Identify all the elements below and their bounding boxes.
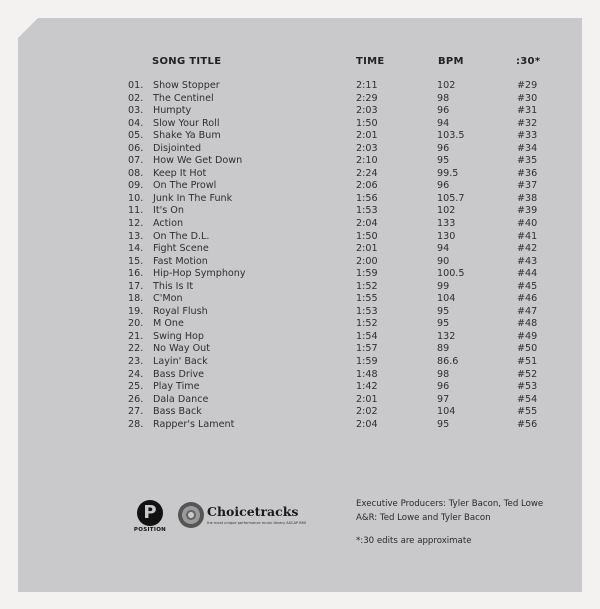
track-bpm: 94	[437, 243, 450, 255]
track-time: 1:50	[356, 117, 378, 129]
track-bpm: 95	[437, 318, 450, 330]
track-edit: #44	[517, 268, 538, 280]
track-number: 27.	[128, 406, 144, 418]
track-edit: #53	[517, 381, 538, 393]
track-title: How We Get Down	[153, 155, 243, 167]
track-edit: #39	[517, 205, 538, 217]
track-edit: #46	[517, 293, 538, 305]
choicetracks-name: Choicetracks	[207, 504, 299, 519]
track-bpm: 86.6	[437, 356, 459, 368]
track-time: 1:59	[356, 268, 378, 280]
track-number: 05.	[128, 130, 144, 142]
track-time: 1:50	[356, 230, 378, 242]
track-bpm: 105.7	[437, 192, 465, 204]
header-song-title: SONG TITLE	[152, 56, 222, 67]
track-time: 1:53	[356, 205, 378, 217]
track-number: 02.	[128, 92, 144, 104]
track-title: On The D.L.	[153, 230, 210, 242]
track-row	[0, 118, 600, 131]
track-title: Play Time	[153, 381, 200, 393]
track-number: 22.	[128, 343, 144, 355]
track-title: Dala Dance	[153, 393, 209, 405]
track-edit: #45	[517, 280, 538, 292]
track-row	[0, 130, 600, 143]
track-row	[0, 205, 600, 218]
credits	[356, 498, 543, 525]
track-bpm: 100.5	[437, 268, 465, 280]
track-row	[0, 381, 600, 394]
track-number: 24.	[128, 368, 144, 380]
track-time: 2:03	[356, 105, 378, 117]
track-number: 11.	[128, 205, 144, 217]
track-bpm: 94	[437, 117, 450, 129]
track-number: 13.	[128, 230, 144, 242]
track-title: Action	[153, 218, 184, 230]
track-number: 03.	[128, 105, 144, 117]
track-row	[0, 143, 600, 156]
choicetracks-tagline: the most unique performance music library ASCAP BMI	[207, 521, 306, 525]
track-edit: #37	[517, 180, 538, 192]
track-time: 1:55	[356, 293, 378, 305]
track-bpm: 99.5	[437, 167, 459, 179]
track-bpm: 95	[437, 155, 450, 167]
position-label: POSITION	[133, 527, 167, 533]
track-edit: #35	[517, 155, 538, 167]
track-title: Layin' Back	[153, 356, 208, 368]
track-time: 1:53	[356, 305, 378, 317]
track-edit: #56	[517, 418, 538, 430]
track-title: Fast Motion	[153, 255, 208, 267]
track-title: C'Mon	[153, 293, 183, 305]
track-title: Bass Drive	[153, 368, 205, 380]
track-number: 09.	[128, 180, 144, 192]
track-edit: #48	[517, 318, 538, 330]
track-row	[0, 419, 600, 432]
track-number: 19.	[128, 305, 144, 317]
track-row	[0, 80, 600, 93]
track-row	[0, 293, 600, 306]
track-row	[0, 394, 600, 407]
track-time: 2:02	[356, 406, 378, 418]
track-row	[0, 231, 600, 244]
track-row	[0, 369, 600, 382]
track-row	[0, 331, 600, 344]
track-edit: #43	[517, 255, 538, 267]
track-title: Slow Your Roll	[153, 117, 220, 129]
track-bpm: 102	[437, 80, 456, 91]
track-edit: #32	[517, 117, 538, 129]
track-bpm: 95	[437, 418, 450, 430]
track-bpm: 130	[437, 230, 456, 242]
track-title: Junk In The Funk	[153, 192, 233, 204]
track-bpm: 102	[437, 205, 456, 217]
track-bpm: 96	[437, 381, 450, 393]
track-number: 07.	[128, 155, 144, 167]
position-logo	[128, 500, 172, 533]
track-number: 23.	[128, 356, 144, 368]
track-number: 06.	[128, 142, 144, 154]
track-edit: #33	[517, 130, 538, 142]
ar-credit: A&R: Ted Lowe and Tyler Bacon	[356, 512, 491, 523]
track-row	[0, 318, 600, 331]
track-edit: #54	[517, 393, 538, 405]
track-time: 1:54	[356, 330, 378, 342]
track-row	[0, 218, 600, 231]
track-title: Show Stopper	[153, 80, 220, 91]
header-bpm: BPM	[438, 56, 464, 67]
track-edit: #49	[517, 330, 538, 342]
track-time: 2:04	[356, 218, 378, 230]
track-edit: #42	[517, 243, 538, 255]
track-bpm: 104	[437, 293, 456, 305]
choicetracks-logo	[178, 501, 306, 531]
track-title: Fight Scene	[153, 243, 209, 255]
track-title: Royal Flush	[153, 305, 208, 317]
disc-icon	[178, 502, 204, 528]
track-title: M One	[153, 318, 184, 330]
edits-note: *:30 edits are approximate	[356, 536, 472, 546]
track-row	[0, 268, 600, 281]
track-row	[0, 193, 600, 206]
track-title: Rapper's Lament	[153, 418, 235, 430]
track-title: No Way Out	[153, 343, 210, 355]
track-title: It's On	[153, 205, 184, 217]
track-bpm: 90	[437, 255, 450, 267]
track-title: Keep It Hot	[153, 167, 207, 179]
track-bpm: 104	[437, 406, 456, 418]
track-bpm: 95	[437, 305, 450, 317]
track-time: 1:42	[356, 381, 378, 393]
track-number: 25.	[128, 381, 144, 393]
header-30-edit: :30*	[516, 56, 541, 67]
track-bpm: 132	[437, 330, 456, 342]
track-list	[0, 80, 600, 431]
track-title: This Is It	[153, 280, 194, 292]
track-number: 18.	[128, 293, 144, 305]
executive-producers: Executive Producers: Tyler Bacon, Ted Lowe	[356, 499, 544, 509]
track-bpm: 98	[437, 92, 450, 104]
track-number: 15.	[128, 255, 144, 267]
track-number: 17.	[128, 280, 144, 292]
track-title: Bass Back	[153, 406, 202, 418]
track-number: 16.	[128, 268, 144, 280]
track-bpm: 98	[437, 368, 450, 380]
track-title: The Centinel	[153, 92, 214, 104]
track-time: 2:00	[356, 255, 378, 267]
track-time: 1:52	[356, 318, 378, 330]
track-edit: #29	[517, 80, 538, 91]
track-time: 2:24	[356, 167, 378, 179]
track-number: 10.	[128, 192, 144, 204]
track-time: 2:06	[356, 180, 378, 192]
track-bpm: 96	[437, 180, 450, 192]
track-edit: #34	[517, 142, 538, 154]
track-number: 12.	[128, 218, 144, 230]
track-time: 2:10	[356, 155, 378, 167]
track-row	[0, 281, 600, 294]
track-row	[0, 105, 600, 118]
track-row	[0, 180, 600, 193]
track-edit: #52	[517, 368, 538, 380]
track-title: Shake Ya Bum	[153, 130, 221, 142]
track-edit: #31	[517, 105, 538, 117]
position-p-icon: P	[137, 500, 163, 526]
track-time: 1:56	[356, 192, 378, 204]
track-bpm: 89	[437, 343, 450, 355]
track-edit: #40	[517, 218, 538, 230]
track-edit: #30	[517, 92, 538, 104]
track-bpm: 96	[437, 105, 450, 117]
track-title: Swing Hop	[153, 330, 204, 342]
track-row	[0, 356, 600, 369]
track-title: On The Prowl	[153, 180, 217, 192]
track-number: 20.	[128, 318, 144, 330]
track-number: 01.	[128, 80, 144, 91]
track-bpm: 99	[437, 280, 450, 292]
track-bpm: 103.5	[437, 130, 465, 142]
track-time: 2:11	[356, 80, 378, 91]
track-row	[0, 306, 600, 319]
track-edit: #47	[517, 305, 538, 317]
track-time: 2:29	[356, 92, 378, 104]
track-bpm: 97	[437, 393, 450, 405]
track-number: 04.	[128, 117, 144, 129]
track-edit: #55	[517, 406, 538, 418]
track-time: 2:01	[356, 393, 378, 405]
track-row	[0, 343, 600, 356]
track-bpm: 133	[437, 218, 456, 230]
track-title: Humpty	[153, 105, 192, 117]
track-edit: #41	[517, 230, 538, 242]
track-number: 28.	[128, 418, 144, 430]
track-row	[0, 93, 600, 106]
track-row	[0, 406, 600, 419]
track-bpm: 96	[437, 142, 450, 154]
header-time: TIME	[356, 56, 385, 67]
track-time: 2:04	[356, 418, 378, 430]
track-number: 26.	[128, 393, 144, 405]
track-time: 2:01	[356, 130, 378, 142]
track-time: 2:01	[356, 243, 378, 255]
track-number: 14.	[128, 243, 144, 255]
track-row	[0, 243, 600, 256]
track-row	[0, 168, 600, 181]
track-edit: #51	[517, 356, 538, 368]
track-edit: #50	[517, 343, 538, 355]
track-time: 1:48	[356, 368, 378, 380]
track-edit: #36	[517, 167, 538, 179]
track-row	[0, 155, 600, 168]
track-number: 08.	[128, 167, 144, 179]
track-row	[0, 256, 600, 269]
track-time: 1:59	[356, 356, 378, 368]
track-time: 1:57	[356, 343, 378, 355]
track-number: 21.	[128, 330, 144, 342]
track-edit: #38	[517, 192, 538, 204]
track-title: Hip-Hop Symphony	[153, 268, 246, 280]
track-time: 2:03	[356, 142, 378, 154]
track-time: 1:52	[356, 280, 378, 292]
track-title: Disjointed	[153, 142, 202, 154]
